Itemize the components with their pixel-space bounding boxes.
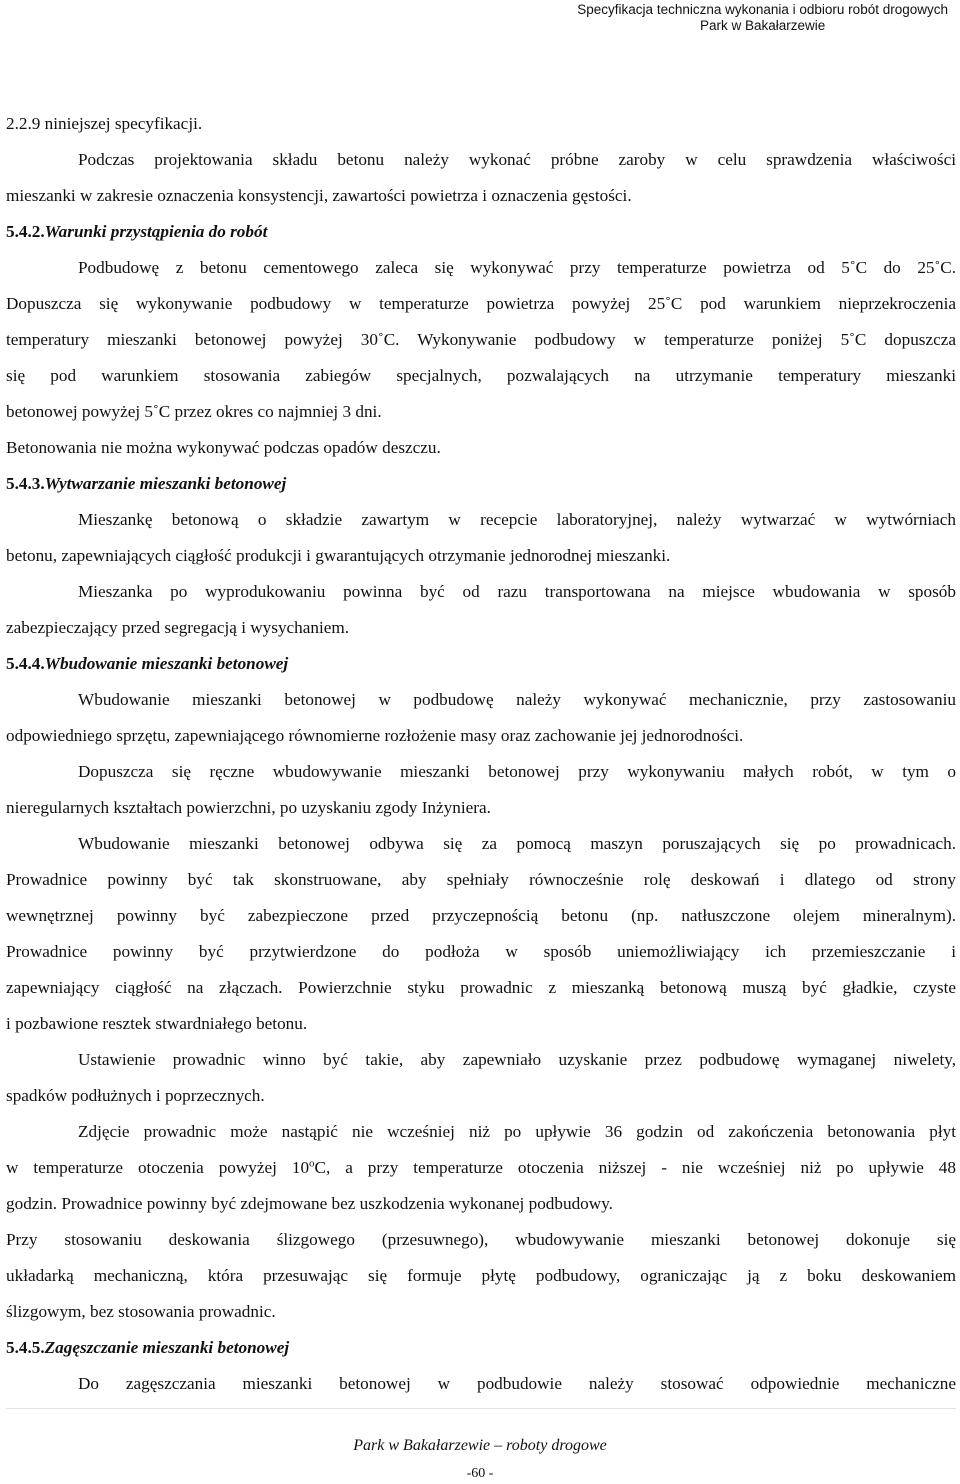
section-title: Wbudowanie mieszanki betonowej xyxy=(44,654,289,673)
text-line: Prowadnice powinny być tak skonstruowane, aby spełniały równocześnie rolę deskowań i dlatego od strony xyxy=(6,870,956,889)
text-line: godzin. Prowadnice powinny być zdejmowane bez uszkodzenia wykonanej podbudowy. xyxy=(6,1194,613,1213)
page-number: -60 - xyxy=(466,1466,494,1481)
section-title: Zagęszczanie mieszanki betonowej xyxy=(44,1338,290,1357)
text-line: 2.2.9 niniejszej specyfikacji. xyxy=(6,114,203,133)
text-line: Podczas projektowania składu betonu należy wykonać próbne zaroby w celu sprawdzenia właściwości xyxy=(78,150,956,169)
text-line: Prowadnice powinny być przytwierdzone do podłoża w sposób uniemożliwiający ich przemieszczanie i xyxy=(6,942,956,961)
document-body xyxy=(6,106,956,1402)
text-line: mieszanki w zakresie oznaczenia konsystencji, zawartości powietrza i oznaczenia gęstości. xyxy=(6,186,632,205)
section-title: Wytwarzanie mieszanki betonowej xyxy=(44,474,287,493)
section-number: 5.4.2. xyxy=(6,222,45,241)
section-heading xyxy=(6,466,956,502)
text-line: Do zagęszczania mieszanki betonowej w podbudowie należy stosować odpowiednie mechaniczne xyxy=(78,1374,956,1393)
text-line: Przy stosowaniu deskowania ślizgowego (przesuwnego), wbudowywanie mieszanki betonowej dokonuje się xyxy=(6,1230,956,1249)
text-line: Mieszanka po wyprodukowaniu powinna być od razu transportowana na miejsce wbudowania w sposób xyxy=(78,582,956,601)
text-line: Zdjęcie prowadnic może nastąpić nie wcześniej niż po upływie 36 godzin od zakończenia betonowania płyt xyxy=(78,1122,956,1141)
page-header xyxy=(577,2,948,34)
section-title: Warunki przystąpienia do robót xyxy=(44,222,268,241)
text-line: w temperaturze otoczenia powyżej 10$^o$C, a przy temperaturze otoczenia niższej - nie wcześniej niż po upływie 48 xyxy=(6,1157,956,1177)
text-line: Dopuszcza się ręczne wbudowywanie mieszanki betonowej przy wykonywaniu małych robót, w tym o xyxy=(78,762,956,781)
text-line: Mieszankę betonową o składzie zawartym w recepcie laboratoryjnej, należy wytwarzać w wytwórniach xyxy=(78,510,956,529)
section-number: 5.4.5. xyxy=(6,1338,45,1357)
text-line: nieregularnych kształtach powierzchni, po uzyskaniu zgody Inżyniera. xyxy=(6,798,491,817)
section-heading xyxy=(6,1330,956,1366)
text-line: Betonowania nie można wykonywać podczas opadów deszczu. xyxy=(6,438,441,457)
text-line: ślizgowym, bez stosowania prowadnic. xyxy=(6,1302,276,1321)
section-number: 5.4.4. xyxy=(6,654,45,673)
text-line: Podbudowę z betonu cementowego zaleca się wykonywać przy temperaturze powietrza od 5˚C do 25˚C. xyxy=(78,258,956,277)
text-line: Dopuszcza się wykonywanie podbudowy w temperaturze powietrza powyżej 25˚C pod warunkiem nieprzekroczenia xyxy=(6,294,956,313)
text-line: Wbudowanie mieszanki betonowej odbywa się za pomocą maszyn poruszających się po prowadnicach. xyxy=(78,834,956,853)
header-subtitle: Park w Bakałarzewie xyxy=(699,18,826,33)
section-number: 5.4.3. xyxy=(6,474,45,493)
text-line: Wbudowanie mieszanki betonowej w podbudowę należy wykonywać mechanicznie, przy zastosowaniu xyxy=(78,690,956,709)
header-title: Specyfikacja techniczna wykonania i odbioru robót drogowych xyxy=(577,2,948,17)
text-line: się pod warunkiem stosowania zabiegów specjalnych, pozwalających na utrzymanie temperatury mieszanki xyxy=(6,366,956,385)
section-heading xyxy=(6,646,956,682)
text-line: spadków podłużnych i poprzecznych. xyxy=(6,1086,265,1105)
section-heading xyxy=(6,214,956,250)
text-line: układarką mechaniczną, która przesuwając się formuje płytę podbudowy, ograniczając ją z boku deskowaniem xyxy=(6,1266,956,1285)
text-line: betonowej powyżej 5˚C przez okres co najmniej 3 dni. xyxy=(6,402,382,421)
text-line: Ustawienie prowadnic winno być takie, aby zapewniało uzyskanie przez podbudowę wymaganej niwelety, xyxy=(78,1050,956,1069)
text-line: odpowiedniego sprzętu, zapewniającego równomierne rozłożenie masy oraz zachowanie jej jednorodności. xyxy=(6,726,744,745)
text-line: zapewniający ciągłość na złączach. Powierzchnie styku prowadnic z mieszanką betonową muszą być gładkie, czyste xyxy=(6,978,956,997)
footer-title: Park w Bakałarzewie – roboty drogowe xyxy=(353,1437,607,1454)
text-line: betonu, zapewniających ciągłość produkcji i gwarantujących otrzymanie jednorodnej mieszanki. xyxy=(6,546,671,565)
text-line: i pozbawione resztek stwardniałego betonu. xyxy=(6,1014,308,1033)
text-line: wewnętrznej powinny być zabezpieczone przed przyczepnością betonu (np. natłuszczone olejem mineralnym). xyxy=(6,906,956,925)
text-line: zabezpieczający przed segregacją i wysychaniem. xyxy=(6,618,350,637)
text-line: temperatury mieszanki betonowej powyżej 30˚C. Wykonywanie podbudowy w temperaturze poniżej 5˚C dopuszcza xyxy=(6,330,956,349)
footer-divider xyxy=(6,1408,956,1409)
